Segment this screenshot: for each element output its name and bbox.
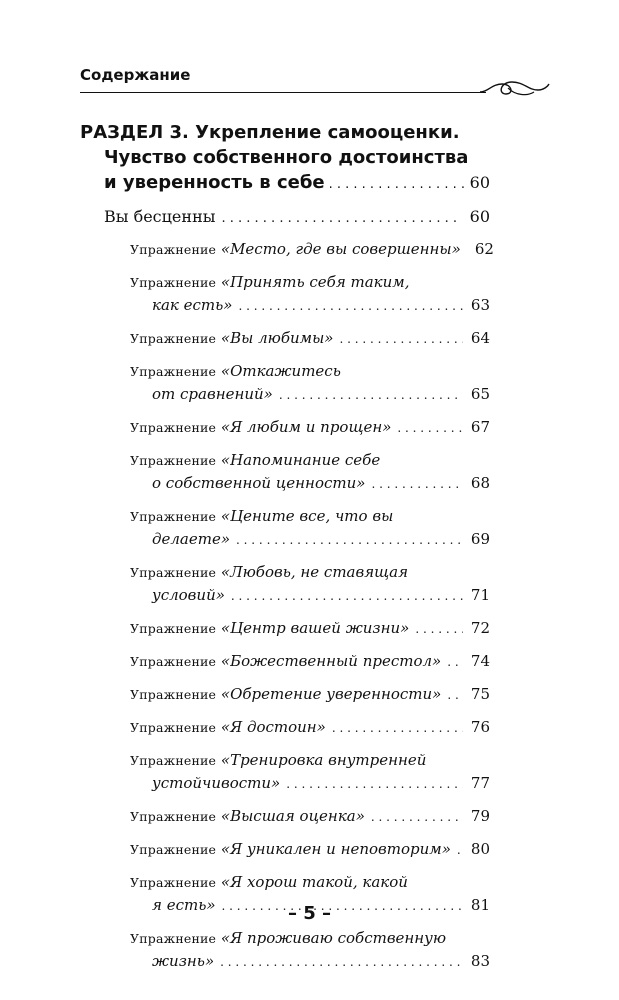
dot-leader xyxy=(447,684,463,706)
exercise-page-number: 76 xyxy=(470,718,490,736)
exercise-title-row xyxy=(130,238,494,261)
exercise-title-row xyxy=(130,650,490,673)
dot-leader xyxy=(447,651,463,673)
toc-entry-exercise[interactable] xyxy=(104,238,494,261)
exercise-title-row xyxy=(130,617,490,640)
exercise-label: Упражнение xyxy=(130,275,217,290)
exercise-continuation-row xyxy=(130,294,490,317)
exercise-title-row xyxy=(130,716,490,739)
page-folio: – 5 – xyxy=(287,903,332,924)
chapter-page-number: 60 xyxy=(469,207,490,226)
chapter-title: Вы бесценны xyxy=(104,207,216,226)
section-title-line-2: Чувство собственного достоинства xyxy=(104,147,469,168)
exercise-title-line-2: делаете» xyxy=(152,530,231,548)
exercise-title-row xyxy=(130,271,490,294)
exercise-label: Упражнение xyxy=(130,809,217,824)
exercise-title-line-1: «Божественный престол» xyxy=(220,652,442,670)
dot-leader xyxy=(415,618,463,640)
exercise-title-line-1: «Обретение уверенности» xyxy=(220,685,442,703)
exercise-label: Упражнение xyxy=(130,720,217,735)
exercise-label: Упражнение xyxy=(130,654,217,669)
exercise-title-line-1: «Напоминание себе xyxy=(220,451,381,469)
exercise-label: Упражнение xyxy=(130,931,217,946)
toc-entry-exercise[interactable] xyxy=(104,505,490,551)
running-header xyxy=(80,66,550,102)
exercise-page-number: 69 xyxy=(470,530,490,548)
exercise-label: Упражнение xyxy=(130,875,217,890)
section-title-line-3: и уверенность в себе xyxy=(104,172,325,193)
exercise-page-number: 64 xyxy=(470,329,490,347)
exercise-page-number: 62 xyxy=(474,240,494,258)
exercise-label: Упражнение xyxy=(130,753,217,768)
exercise-continuation-row xyxy=(130,528,490,551)
exercise-title-line-1: «Центр вашей жизни» xyxy=(220,619,410,637)
dot-leader xyxy=(371,473,462,495)
exercise-label: Упражнение xyxy=(130,565,217,580)
exercise-label: Упражнение xyxy=(130,621,217,636)
exercise-continuation-row xyxy=(130,472,490,495)
exercise-page-number: 80 xyxy=(470,840,490,858)
exercise-label: Упражнение xyxy=(130,331,217,346)
toc-entry-chapter[interactable] xyxy=(104,206,490,230)
toc-entry-exercise[interactable] xyxy=(104,749,490,795)
exercise-continuation-row xyxy=(130,772,490,795)
exercise-page-number: 67 xyxy=(470,418,490,436)
dot-leader xyxy=(329,172,464,197)
exercise-title-line-1: «Высшая оценка» xyxy=(220,807,365,825)
exercise-label: Упражнение xyxy=(130,420,217,435)
exercise-title-row xyxy=(130,871,490,894)
dot-leader xyxy=(279,384,463,406)
dot-leader xyxy=(397,417,463,439)
exercise-title-line-2: от сравнений» xyxy=(152,385,273,403)
exercise-title-line-1: «Любовь, не ставящая xyxy=(220,563,409,581)
toc-entry-exercise[interactable] xyxy=(104,838,490,861)
toc-list xyxy=(104,206,494,983)
exercise-page-number: 79 xyxy=(470,807,490,825)
exercise-title-row xyxy=(130,749,490,772)
exercise-title-row xyxy=(130,805,490,828)
dot-leader xyxy=(236,529,463,551)
exercise-page-number: 81 xyxy=(470,896,490,914)
exercise-title-row xyxy=(130,838,490,861)
exercise-continuation-row xyxy=(130,584,490,607)
dot-leader xyxy=(371,806,463,828)
exercise-label: Упражнение xyxy=(130,364,217,379)
exercise-page-number: 71 xyxy=(470,586,490,604)
exercise-label: Упражнение xyxy=(130,453,217,468)
exercise-title-line-2: устойчивости» xyxy=(152,774,281,792)
exercise-title-row xyxy=(130,561,490,584)
exercise-title-line-1: «Принять себя таким, xyxy=(220,273,410,291)
exercise-title-row xyxy=(130,505,490,528)
toc-entry-exercise[interactable] xyxy=(104,360,490,406)
dot-leader xyxy=(220,951,463,973)
exercise-title-line-2: я есть» xyxy=(152,896,216,914)
exercise-page-number: 74 xyxy=(470,652,490,670)
toc-entry-exercise[interactable] xyxy=(104,650,490,673)
dot-leader xyxy=(231,585,463,607)
header-title: Содержание xyxy=(80,66,191,84)
exercise-title-line-2: о собственной ценности» xyxy=(152,474,366,492)
exercise-continuation-row xyxy=(130,383,490,406)
exercise-title-row xyxy=(130,360,490,383)
dot-leader xyxy=(332,717,463,739)
exercise-page-number: 77 xyxy=(470,774,490,792)
exercise-title-row xyxy=(130,449,490,472)
exercise-label: Упражнение xyxy=(130,509,217,524)
exercise-title-row xyxy=(130,416,490,439)
exercise-title-line-1: «Я достоин» xyxy=(220,718,326,736)
dot-leader xyxy=(238,295,462,317)
toc-entry-exercise[interactable] xyxy=(104,416,490,439)
toc-entry-exercise[interactable] xyxy=(104,271,490,317)
exercise-page-number: 83 xyxy=(470,952,490,970)
exercise-title-row xyxy=(130,683,490,706)
toc-entry-exercise[interactable] xyxy=(104,327,490,350)
exercise-title-line-2: жизнь» xyxy=(152,952,215,970)
section-heading[interactable] xyxy=(80,120,490,197)
section-title-line-1: РАЗДЕЛ 3. Укрепление самооценки. xyxy=(80,122,460,143)
exercise-title-line-1: «Тренировка внутренней xyxy=(220,751,427,769)
exercise-page-number: 72 xyxy=(470,619,490,637)
header-rule xyxy=(80,92,486,93)
exercise-title-line-1: «Цените все, что вы xyxy=(220,507,394,525)
exercise-page-number: 68 xyxy=(470,474,490,492)
flourish-ornament-icon xyxy=(478,74,550,100)
exercise-title-line-1: «Я хорош такой, какой xyxy=(220,873,408,891)
dot-leader xyxy=(339,328,462,350)
dot-leader xyxy=(457,839,463,861)
exercise-page-number: 75 xyxy=(470,685,490,703)
toc-entry-exercise[interactable] xyxy=(104,683,490,706)
exercise-label: Упражнение xyxy=(130,687,217,702)
exercise-page-number: 65 xyxy=(470,385,490,403)
toc-entry-exercise[interactable] xyxy=(104,927,490,973)
exercise-title-line-1: «Я уникален и неповторим» xyxy=(220,840,451,858)
toc-entry-exercise[interactable] xyxy=(104,449,490,495)
section-page-number: 60 xyxy=(469,173,490,192)
exercise-title-row xyxy=(130,927,490,950)
exercise-title-line-2: условий» xyxy=(152,586,225,604)
toc-entry-exercise[interactable] xyxy=(104,561,490,607)
exercise-label: Упражнение xyxy=(130,242,217,257)
exercise-page-number: 63 xyxy=(470,296,490,314)
exercise-label: Упражнение xyxy=(130,842,217,857)
exercise-title-line-2: как есть» xyxy=(152,296,233,314)
exercise-title-line-1: «Я любим и прощен» xyxy=(220,418,392,436)
toc-entry-exercise[interactable] xyxy=(104,617,490,640)
exercise-title-line-1: «Откажитесь xyxy=(220,362,341,380)
exercise-title-line-1: «Я проживаю собственную xyxy=(220,929,447,947)
exercise-title-line-1: «Место, где вы совершенны» xyxy=(220,240,461,258)
toc-entry-exercise[interactable] xyxy=(104,716,490,739)
exercise-continuation-row xyxy=(130,950,490,973)
exercise-title-row xyxy=(130,327,490,350)
exercise-title-line-1: «Вы любимы» xyxy=(220,329,334,347)
dot-leader xyxy=(286,773,463,795)
toc-entry-exercise[interactable] xyxy=(104,805,490,828)
dot-leader xyxy=(221,208,461,230)
